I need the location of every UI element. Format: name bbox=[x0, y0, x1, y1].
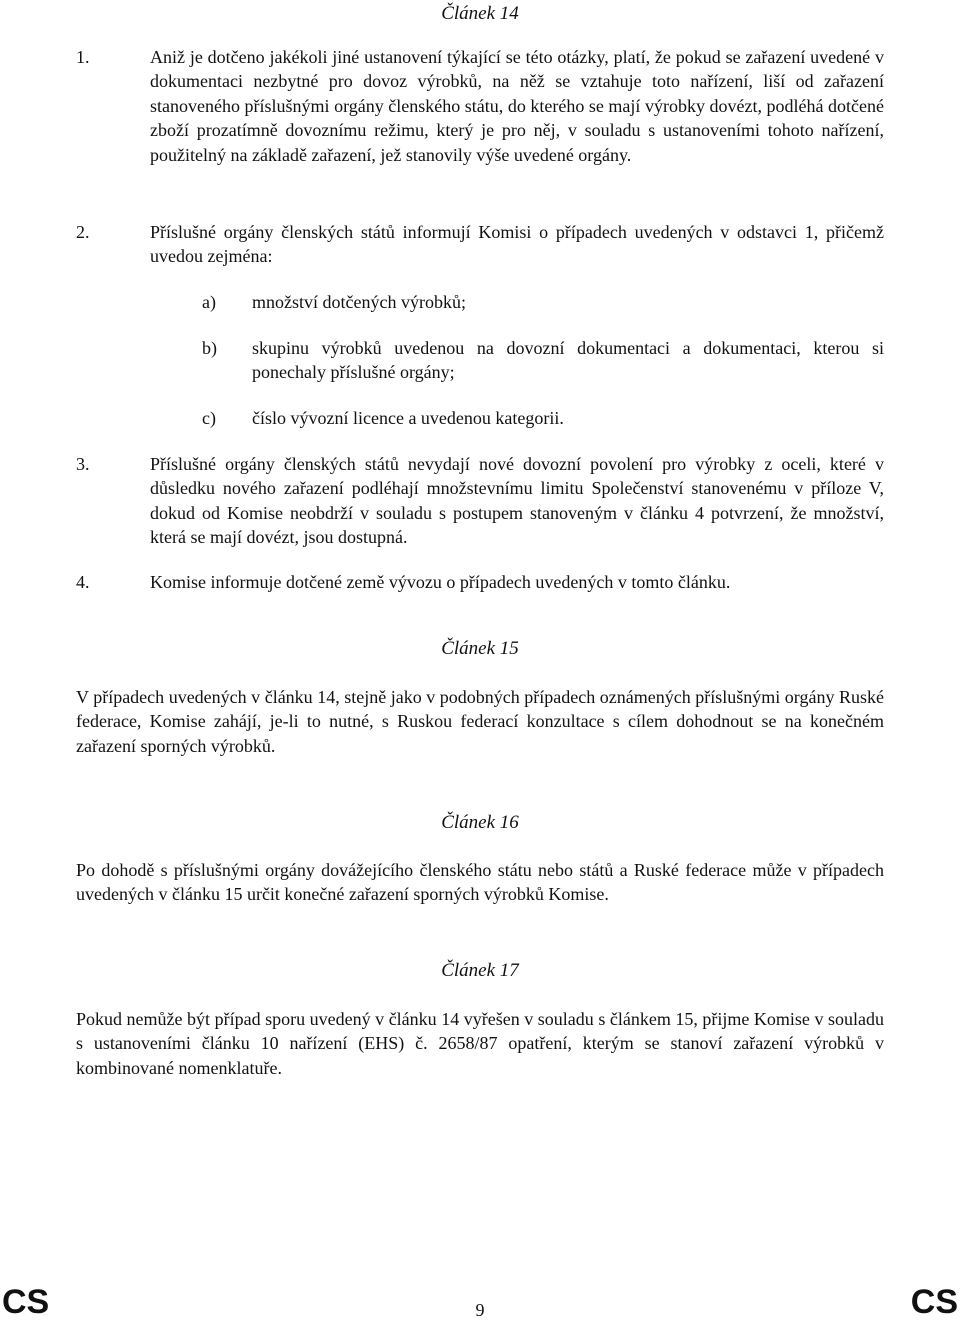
list-item-letter: b) bbox=[202, 338, 217, 358]
footer-language-right: CS bbox=[910, 1283, 958, 1321]
article-17-heading: Článek 17 bbox=[441, 960, 519, 981]
paragraph-number: 2. bbox=[76, 222, 90, 242]
article-17-paragraph: Pokud nemůže být případ sporu uvedený v článku 14 vyřešen v souladu s článkem 15, přijme Komise v souladu s ustanoveními článku 10 nařízení (EHS) č. 2658/87 opatření, kterým se stanoví zařazení výrobků v kombinované nomenklatuře. bbox=[76, 1009, 884, 1078]
article-15-paragraph: V případech uvedených v článku 14, stejně jako v podobných případech oznámených příslušnými orgány Ruské federace, Komise zahájí, je-li to nutné, s Ruskou federací konzultace s cílem dohodnout se na konečném zařazení sporných výrobků. bbox=[76, 687, 884, 756]
article-14-paragraph-4: Komise informuje dotčené země vývozu o případech uvedených v tomto článku. bbox=[150, 572, 731, 592]
paragraph-number: 3. bbox=[76, 454, 90, 474]
list-item-text: skupinu výrobků uvedenou na dovozní dokumentaci a dokumentaci, kterou si ponechaly příslušné orgány; bbox=[252, 338, 884, 383]
page-number: 9 bbox=[475, 1300, 485, 1320]
article-14-heading: Článek 14 bbox=[441, 3, 519, 24]
paragraph-number: 1. bbox=[76, 47, 90, 67]
footer-language-left: CS bbox=[2, 1283, 50, 1321]
article-14-paragraph-1: Aniž je dotčeno jakékoli jiné ustanovení týkající se této otázky, platí, že pokud se zařazení uvedené v dokumentaci nezbytné pro dovoz výrobků, na něž se vztahuje toto nařízení, liší od zařazení stanoveného příslušnými orgány členského státu, do kterého se mají výrobky dovézt, podléhá dotčené zboží prozatímně dovoznímu režimu, který je pro něj, v souladu s ustanoveními tohoto nařízení, použitelný na základě zařazení, jež stanovily výše uvedené orgány. bbox=[150, 47, 884, 165]
paragraph-number: 4. bbox=[76, 572, 90, 592]
list-item-letter: a) bbox=[202, 292, 216, 312]
list-item-letter: c) bbox=[202, 408, 216, 428]
article-14-paragraph-3: Příslušné orgány členských států nevydají nové dovozní povolení pro výrobky z oceli, které v důsledku nového zařazení podléhají množstevnímu limitu Společenství stanovenému v příloze V, dokud od Komise neobdrží v souladu s postupem stanoveným v článku 4 potvrzení, že množství, která se mají dovézt, jsou dostupná. bbox=[150, 454, 884, 548]
article-16-heading: Článek 16 bbox=[441, 812, 519, 833]
article-15-heading: Článek 15 bbox=[441, 638, 519, 659]
list-item-text: množství dotčených výrobků; bbox=[252, 292, 466, 312]
article-14-paragraph-2: Příslušné orgány členských států informují Komisi o případech uvedených v odstavci 1, přičemž uvedou zejména: bbox=[150, 222, 884, 267]
list-item-text: číslo vývozní licence a uvedenou kategorii. bbox=[252, 408, 564, 428]
article-16-paragraph: Po dohodě s příslušnými orgány dovážejícího členského státu nebo států a Ruské federace může v případech uvedených v článku 15 určit konečné zařazení sporných výrobků Komise. bbox=[76, 860, 884, 905]
